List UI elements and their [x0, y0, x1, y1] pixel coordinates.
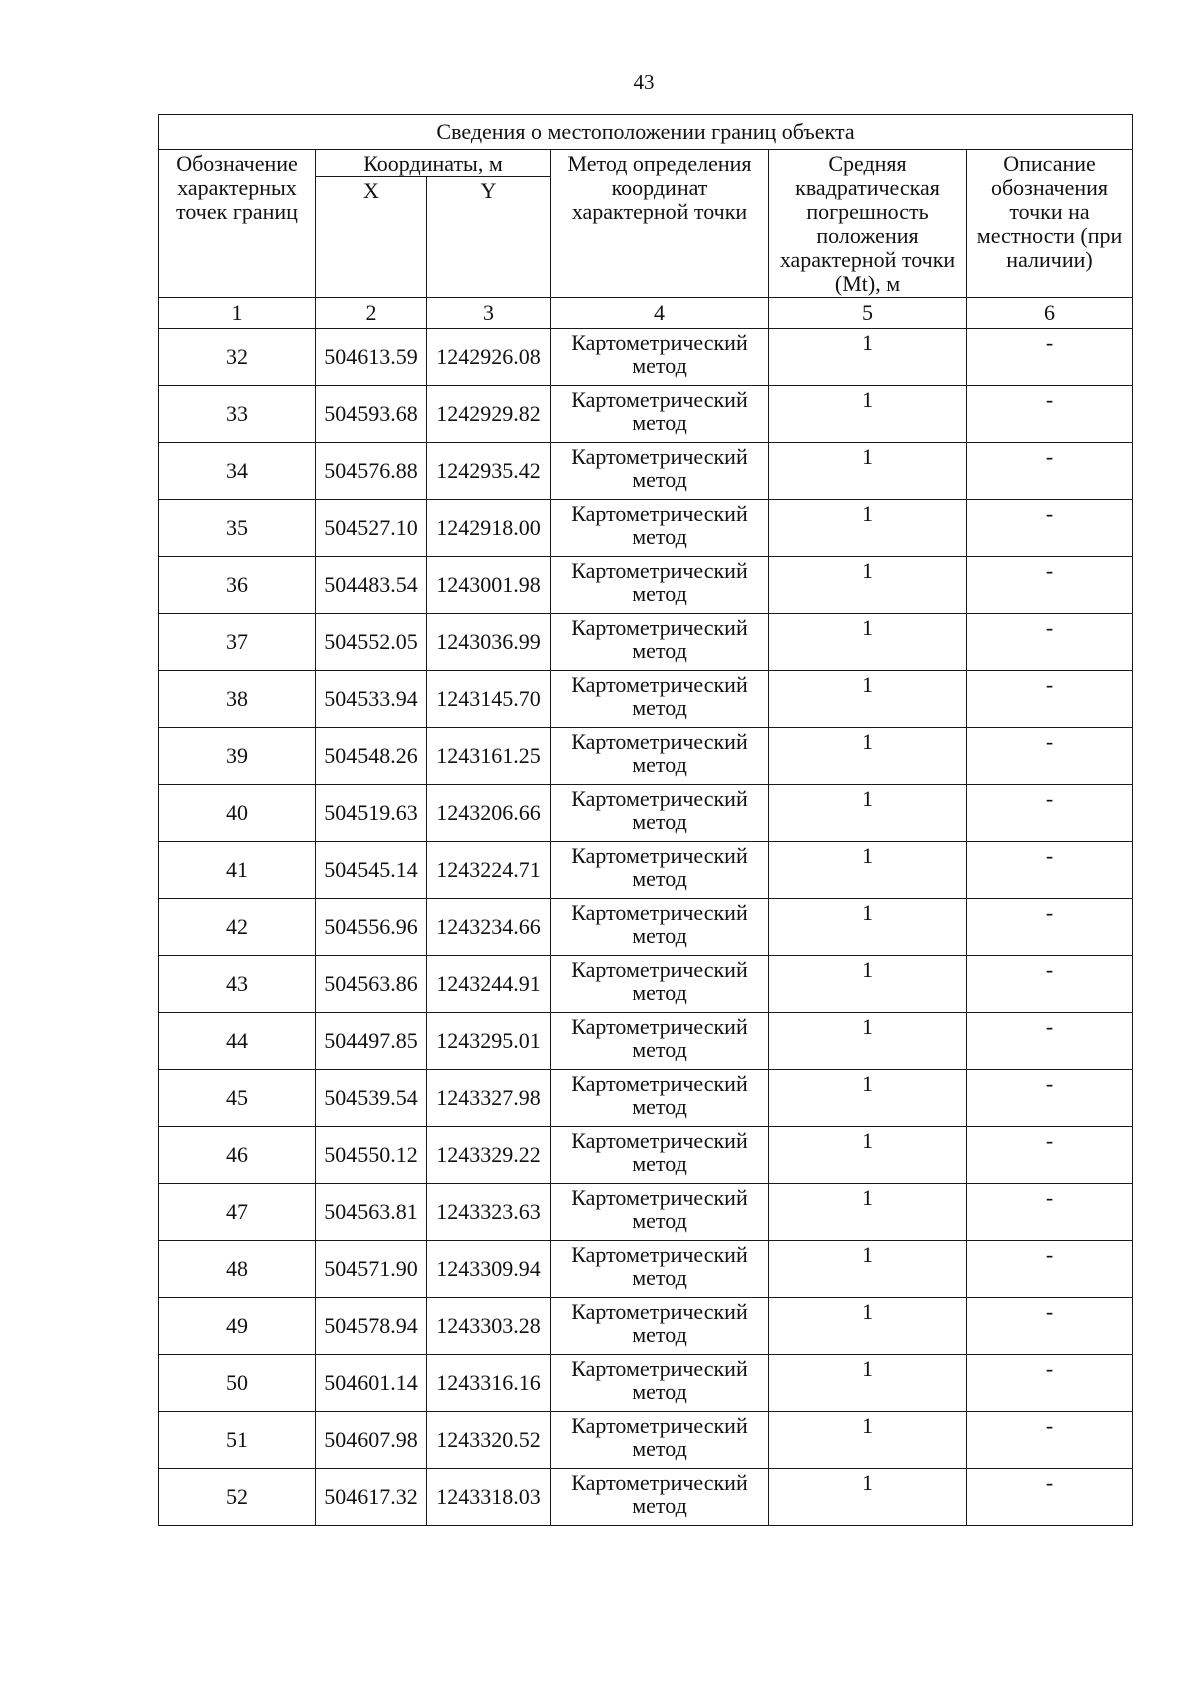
method-line-1: Картометрический [571, 786, 748, 811]
cell-description: - [967, 1184, 1133, 1241]
cell-x: 504497.85 [316, 1013, 427, 1070]
table-row [159, 557, 1133, 614]
cell-point: 47 [159, 1184, 316, 1241]
header-mean-error: Средняя квадратическая погрешность положения характерной точки (Mt), м [769, 150, 967, 298]
method-line-2: метод [632, 1322, 687, 1347]
method-line-2: метод [632, 353, 687, 378]
cell-x: 504601.14 [316, 1355, 427, 1412]
cell-method [551, 728, 769, 785]
cell-y: 1242929.82 [427, 386, 551, 443]
cell-point: 38 [159, 671, 316, 728]
cell-x: 504578.94 [316, 1298, 427, 1355]
method-line-2: метод [632, 752, 687, 777]
cell-method [551, 1241, 769, 1298]
page-number: 43 [633, 70, 655, 94]
method-line-1: Картометрический [571, 558, 748, 583]
column-number: 1 [159, 298, 316, 329]
column-number: 6 [967, 298, 1133, 329]
cell-description: - [967, 785, 1133, 842]
cell-y: 1243161.25 [427, 728, 551, 785]
method-line-2: метод [632, 1037, 687, 1062]
cell-method [551, 443, 769, 500]
table-row [159, 1412, 1133, 1469]
cell-error: 1 [769, 557, 967, 614]
method-line-2: метод [632, 1208, 687, 1233]
table-row [159, 956, 1133, 1013]
cell-description: - [967, 1241, 1133, 1298]
cell-error: 1 [769, 386, 967, 443]
cell-method [551, 1127, 769, 1184]
method-line-1: Картометрический [571, 672, 748, 697]
cell-x: 504527.10 [316, 500, 427, 557]
cell-x: 504552.05 [316, 614, 427, 671]
table-row [159, 443, 1133, 500]
cell-x: 504563.81 [316, 1184, 427, 1241]
table-row [159, 1070, 1133, 1127]
cell-x: 504593.68 [316, 386, 427, 443]
cell-point: 51 [159, 1412, 316, 1469]
column-number: 3 [427, 298, 551, 329]
cell-error: 1 [769, 1412, 967, 1469]
cell-y: 1243323.63 [427, 1184, 551, 1241]
cell-method [551, 956, 769, 1013]
cell-description: - [967, 1127, 1133, 1184]
cell-y: 1243329.22 [427, 1127, 551, 1184]
cell-y: 1242918.00 [427, 500, 551, 557]
header-description: Описание обозначения точки на местности (при наличии) [967, 150, 1133, 298]
header-method: Метод определения координат характерной точки [551, 150, 769, 298]
column-number-row [159, 298, 1133, 329]
cell-method [551, 1298, 769, 1355]
cell-description: - [967, 671, 1133, 728]
table-row [159, 614, 1133, 671]
method-line-2: метод [632, 1493, 687, 1518]
table-row [159, 1127, 1133, 1184]
method-line-2: метод [632, 980, 687, 1005]
cell-description: - [967, 1412, 1133, 1469]
cell-point: 37 [159, 614, 316, 671]
cell-point: 49 [159, 1298, 316, 1355]
method-line-2: метод [632, 1379, 687, 1404]
cell-method [551, 1184, 769, 1241]
cell-x: 504545.14 [316, 842, 427, 899]
cell-description: - [967, 728, 1133, 785]
cell-x: 504539.54 [316, 1070, 427, 1127]
cell-point: 50 [159, 1355, 316, 1412]
cell-point: 46 [159, 1127, 316, 1184]
cell-method [551, 1469, 769, 1526]
column-number: 2 [316, 298, 427, 329]
table-row [159, 899, 1133, 956]
cell-error: 1 [769, 1469, 967, 1526]
column-number: 5 [769, 298, 967, 329]
cell-point: 43 [159, 956, 316, 1013]
cell-description: - [967, 1298, 1133, 1355]
method-line-1: Картометрический [571, 729, 748, 754]
table-title: Сведения о местоположении границ объекта [159, 115, 1133, 150]
cell-point: 45 [159, 1070, 316, 1127]
header-x: X [316, 177, 427, 298]
cell-error: 1 [769, 899, 967, 956]
cell-description: - [967, 386, 1133, 443]
cell-x: 504548.26 [316, 728, 427, 785]
table-row [159, 329, 1133, 386]
cell-y: 1243309.94 [427, 1241, 551, 1298]
cell-y: 1243327.98 [427, 1070, 551, 1127]
method-line-1: Картометрический [571, 957, 748, 982]
cell-description: - [967, 443, 1133, 500]
cell-description: - [967, 1013, 1133, 1070]
cell-method [551, 1355, 769, 1412]
method-line-1: Картометрический [571, 1470, 748, 1495]
method-line-2: метод [632, 1151, 687, 1176]
cell-error: 1 [769, 1184, 967, 1241]
cell-y: 1243244.91 [427, 956, 551, 1013]
cell-method [551, 1070, 769, 1127]
table-row [159, 1184, 1133, 1241]
cell-x: 504519.63 [316, 785, 427, 842]
cell-y: 1243001.98 [427, 557, 551, 614]
cell-method [551, 386, 769, 443]
cell-point: 36 [159, 557, 316, 614]
cell-method [551, 899, 769, 956]
cell-point: 39 [159, 728, 316, 785]
table-row [159, 671, 1133, 728]
cell-point: 52 [159, 1469, 316, 1526]
cell-x: 504533.94 [316, 671, 427, 728]
boundary-table-container [158, 114, 1132, 1526]
header-coordinates: Координаты, м [316, 150, 551, 177]
cell-y: 1243320.52 [427, 1412, 551, 1469]
method-line-1: Картометрический [571, 501, 748, 526]
cell-error: 1 [769, 956, 967, 1013]
cell-x: 504483.54 [316, 557, 427, 614]
cell-error: 1 [769, 329, 967, 386]
cell-y: 1243206.66 [427, 785, 551, 842]
cell-error: 1 [769, 500, 967, 557]
method-line-2: метод [632, 524, 687, 549]
table-row [159, 1241, 1133, 1298]
method-line-2: метод [632, 923, 687, 948]
method-line-2: метод [632, 581, 687, 606]
table-row [159, 1469, 1133, 1526]
cell-description: - [967, 557, 1133, 614]
cell-error: 1 [769, 728, 967, 785]
cell-description: - [967, 1355, 1133, 1412]
cell-point: 33 [159, 386, 316, 443]
header-point-designation: Обозначение характерных точек границ [159, 150, 316, 298]
cell-method [551, 329, 769, 386]
method-line-2: метод [632, 695, 687, 720]
column-number: 4 [551, 298, 769, 329]
cell-x: 504617.32 [316, 1469, 427, 1526]
cell-y: 1243224.71 [427, 842, 551, 899]
method-line-1: Картометрический [571, 1014, 748, 1039]
method-line-1: Картометрический [571, 1242, 748, 1267]
cell-error: 1 [769, 785, 967, 842]
cell-y: 1243316.16 [427, 1355, 551, 1412]
method-line-1: Картометрический [571, 843, 748, 868]
method-line-2: метод [632, 1094, 687, 1119]
cell-error: 1 [769, 842, 967, 899]
cell-y: 1242935.42 [427, 443, 551, 500]
cell-description: - [967, 614, 1133, 671]
table-row [159, 1013, 1133, 1070]
table-row [159, 842, 1133, 899]
method-line-1: Картометрический [571, 1071, 748, 1096]
boundary-points-table [158, 114, 1133, 1526]
cell-description: - [967, 1070, 1133, 1127]
method-line-2: метод [632, 410, 687, 435]
cell-error: 1 [769, 1298, 967, 1355]
method-line-2: метод [632, 467, 687, 492]
method-line-2: метод [632, 1436, 687, 1461]
method-line-1: Картометрический [571, 330, 748, 355]
cell-method [551, 1013, 769, 1070]
cell-y: 1243145.70 [427, 671, 551, 728]
cell-error: 1 [769, 671, 967, 728]
cell-point: 42 [159, 899, 316, 956]
cell-method [551, 842, 769, 899]
method-line-1: Картометрический [571, 615, 748, 640]
method-line-1: Картометрический [571, 444, 748, 469]
cell-x: 504607.98 [316, 1412, 427, 1469]
table-row [159, 386, 1133, 443]
cell-point: 40 [159, 785, 316, 842]
method-line-1: Картометрический [571, 1299, 748, 1324]
cell-error: 1 [769, 1241, 967, 1298]
cell-method [551, 557, 769, 614]
cell-method [551, 671, 769, 728]
cell-x: 504556.96 [316, 899, 427, 956]
cell-error: 1 [769, 1070, 967, 1127]
cell-y: 1243234.66 [427, 899, 551, 956]
table-row [159, 500, 1133, 557]
cell-point: 35 [159, 500, 316, 557]
cell-y: 1243303.28 [427, 1298, 551, 1355]
method-line-1: Картометрический [571, 900, 748, 925]
cell-method [551, 614, 769, 671]
cell-x: 504571.90 [316, 1241, 427, 1298]
cell-error: 1 [769, 614, 967, 671]
cell-description: - [967, 956, 1133, 1013]
method-line-1: Картометрический [571, 1413, 748, 1438]
method-line-2: метод [632, 1265, 687, 1290]
cell-description: - [967, 899, 1133, 956]
method-line-1: Картометрический [571, 387, 748, 412]
cell-point: 34 [159, 443, 316, 500]
cell-x: 504613.59 [316, 329, 427, 386]
cell-y: 1242926.08 [427, 329, 551, 386]
cell-y: 1243295.01 [427, 1013, 551, 1070]
cell-point: 32 [159, 329, 316, 386]
cell-x: 504550.12 [316, 1127, 427, 1184]
cell-x: 504563.86 [316, 956, 427, 1013]
cell-description: - [967, 500, 1133, 557]
cell-error: 1 [769, 443, 967, 500]
cell-x: 504576.88 [316, 443, 427, 500]
cell-method [551, 785, 769, 842]
method-line-2: метод [632, 809, 687, 834]
cell-error: 1 [769, 1013, 967, 1070]
cell-method [551, 1412, 769, 1469]
cell-error: 1 [769, 1127, 967, 1184]
table-row [159, 728, 1133, 785]
cell-description: - [967, 842, 1133, 899]
method-line-2: метод [632, 638, 687, 663]
cell-error: 1 [769, 1355, 967, 1412]
header-y: Y [427, 177, 551, 298]
method-line-1: Картометрический [571, 1128, 748, 1153]
cell-point: 44 [159, 1013, 316, 1070]
cell-description: - [967, 329, 1133, 386]
cell-point: 41 [159, 842, 316, 899]
method-line-1: Картометрический [571, 1356, 748, 1381]
cell-y: 1243318.03 [427, 1469, 551, 1526]
method-line-1: Картометрический [571, 1185, 748, 1210]
cell-description: - [967, 1469, 1133, 1526]
table-body [159, 329, 1133, 1526]
method-line-2: метод [632, 866, 687, 891]
table-row [159, 1355, 1133, 1412]
cell-point: 48 [159, 1241, 316, 1298]
table-row [159, 785, 1133, 842]
cell-method [551, 500, 769, 557]
table-row [159, 1298, 1133, 1355]
cell-y: 1243036.99 [427, 614, 551, 671]
